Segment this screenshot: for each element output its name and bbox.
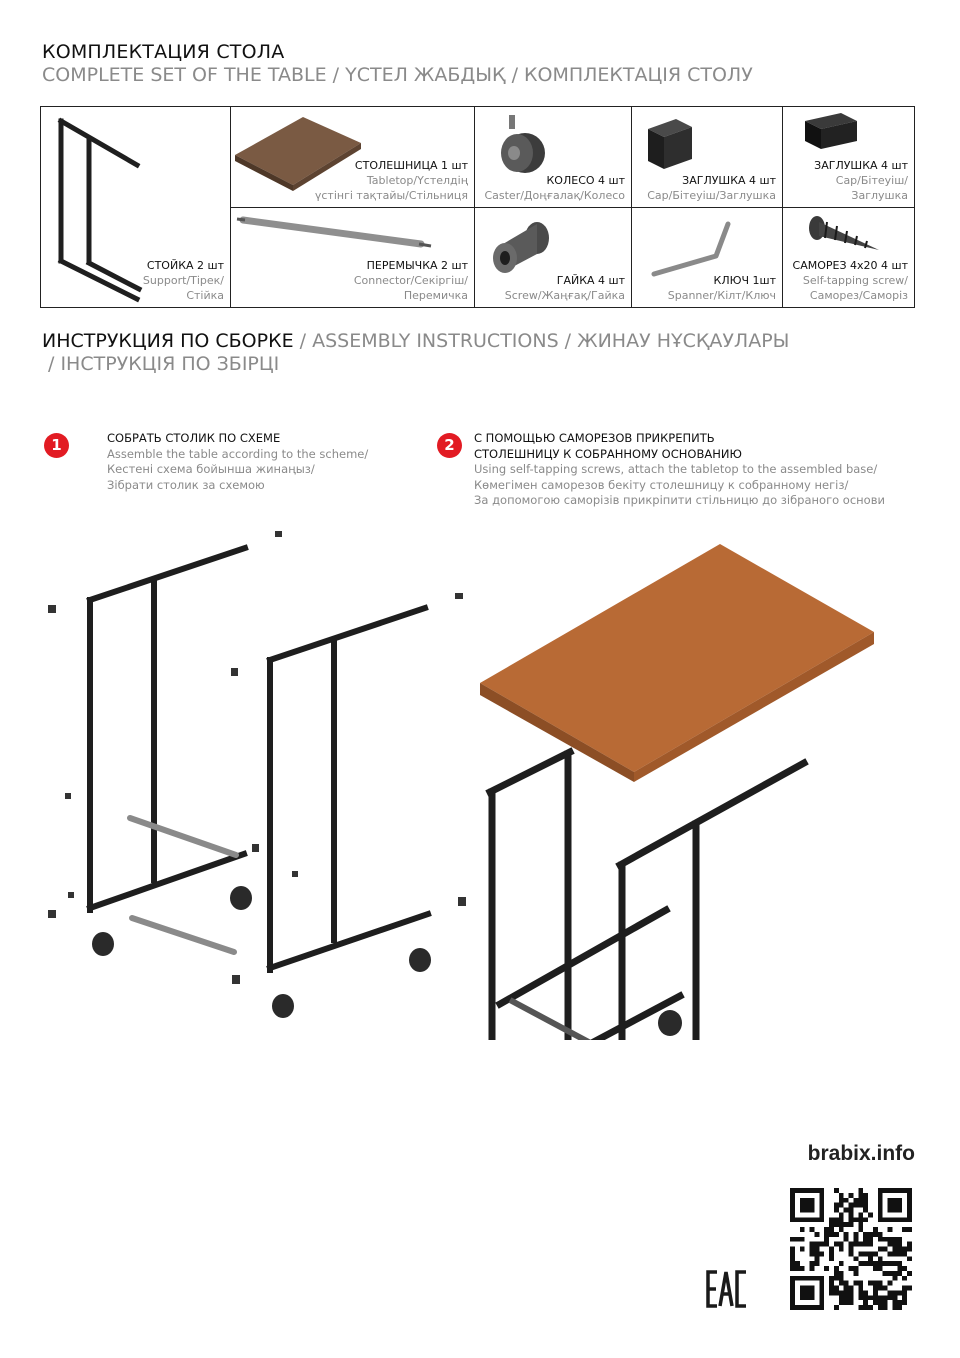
part-label-cap-flat: ЗАГЛУШКА 4 шт Cap/Бітеуіш/Заглушка	[814, 159, 908, 202]
part-cell-caster	[475, 107, 632, 208]
step-2-text: С ПОМОЩЬЮ САМОРЕЗОВ ПРИКРЕПИТЬ СТОЛЕШНИЦУ К СОБРАННОМУ ОСНОВАНИЮ Using self-tapping screws, attach the tabletop to the assembled base/ Көмегімен саморезов бекіту столешницу к собранному негіз/ За допомогою саморізів прикріпити стільницю до зібраного основи	[474, 431, 885, 507]
part-cell-cap-flat	[783, 107, 914, 208]
step-2-badge: 2	[437, 433, 462, 458]
frame-icon	[47, 113, 157, 303]
website-link[interactable]: brabix.info	[807, 1142, 915, 1165]
instructions-title-line2: / ІНСТРУКЦІЯ ПО ЗБІРЦІ	[48, 353, 280, 375]
assembled-table-diagram	[470, 520, 890, 1040]
instructions-title: ИНСТРУКЦИЯ ПО СБОРКЕ / ASSEMBLY INSTRUCTIONS / ЖИНАУ НҰСҚАУЛАРЫ	[42, 330, 790, 352]
parts-table	[40, 106, 915, 308]
part-cell-cap	[632, 107, 783, 208]
part-label-key: КЛЮЧ 1шт Spanner/Кілт/Ключ	[667, 274, 776, 302]
part-cell-key	[632, 208, 783, 307]
part-cell-tabletop	[231, 107, 475, 208]
part-label-nut: ГАЙКА 4 шт Screw/Жаңғақ/Гайка	[504, 274, 625, 302]
part-label-screw: САМОРЕЗ 4х20 4 шт Self-tapping screw/ Саморез/Саморіз	[792, 259, 908, 302]
step-1-text: СОБРАТЬ СТОЛИК ПО СХЕМЕ Assemble the table according to the scheme/ Кестені схема бойынша жинаңыз/ Зібрати столик за схемою	[107, 431, 369, 492]
part-cell-support	[41, 107, 231, 307]
parts-title: КОМПЛЕКТАЦИЯ СТОЛА	[42, 41, 285, 63]
exploded-assembly-diagram	[0, 520, 480, 1040]
part-cell-connector	[231, 208, 475, 307]
hex-key-icon	[650, 218, 740, 278]
part-label-support: СТОЙКА 2 шт Support/Тірек/ Стійка	[142, 259, 224, 302]
eac-mark-icon	[706, 1270, 748, 1308]
part-label-caster: КОЛЕСО 4 шт Caster/Доңғалақ/Колесо	[484, 174, 625, 202]
connector-bar-icon	[235, 212, 435, 252]
step-1-badge: 1	[44, 433, 69, 458]
nut-icon	[491, 220, 555, 276]
part-cell-nut	[475, 208, 632, 307]
part-label-cap: ЗАГЛУШКА 4 шт Cap/Бітеуіш/Заглушка	[647, 174, 776, 202]
parts-subtitle: COMPLETE SET OF THE TABLE / ҮСТЕЛ ЖАБДЫҚ / КОМПЛЕКТАЦІЯ СТОЛУ	[42, 64, 753, 86]
screw-icon	[805, 212, 885, 258]
part-label-tabletop: СТОЛЕШНИЦА 1 шт Tabletop/Үстелдің үстінгі тақтайы/Стільниця	[314, 159, 468, 202]
qr-code-icon[interactable]	[790, 1188, 912, 1310]
part-label-connector: ПЕРЕМЫЧКА 2 шт Connector/Секіргіш/ Перемичка	[353, 259, 468, 302]
cap-icon	[642, 115, 694, 171]
caster-icon	[491, 113, 551, 175]
cap-flat-icon	[801, 111, 861, 151]
part-cell-screw	[783, 208, 914, 307]
